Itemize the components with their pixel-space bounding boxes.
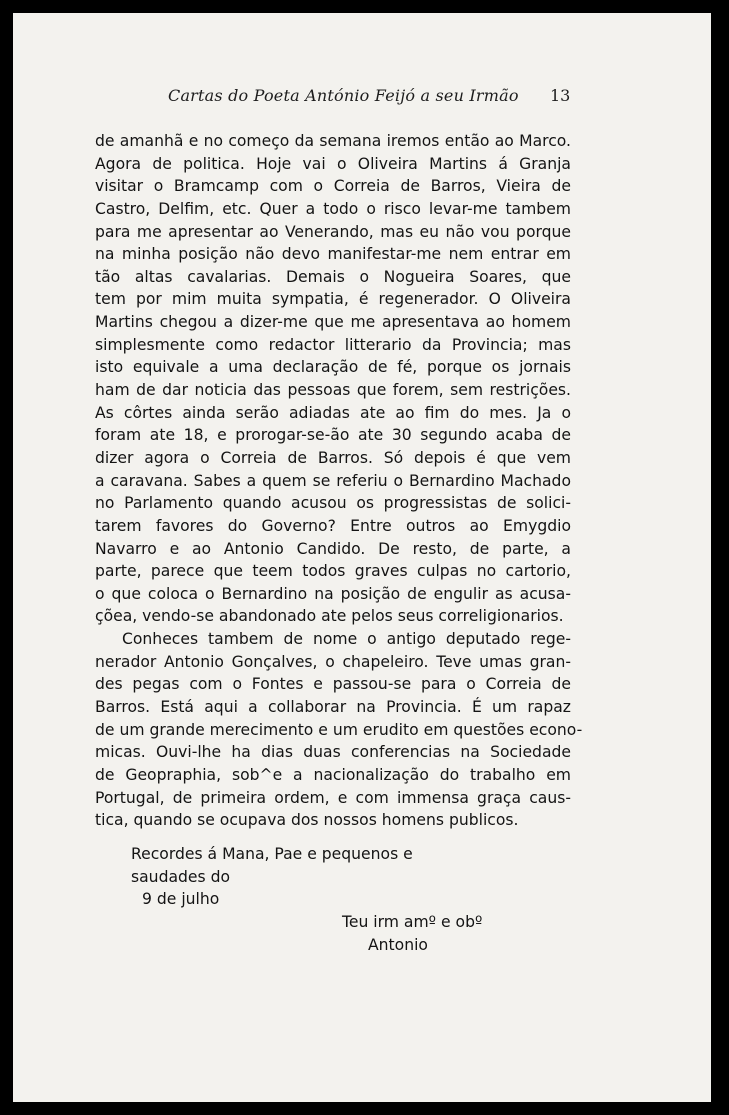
page-header [13, 86, 711, 116]
text-line: Castro, Delfim, etc. Quer a todo o risco levar-me tambem [95, 199, 571, 218]
text-line: Barros. Está aqui a collaborar na Provincia. É um rapaz [95, 698, 571, 717]
signature-name: Antonio [368, 935, 428, 954]
page-number: 13 [550, 86, 571, 105]
text-line: çõea, vendo-se abandonado ate pelos seus correligionarios. [95, 607, 564, 626]
letter-closing [131, 843, 413, 911]
text-line: tem por mim muita sympatia, é regenerador. O Oliveira [95, 290, 571, 309]
text-line: visitar o Bramcamp com o Correia de Barros, Vieira de [95, 177, 571, 196]
text-line: isto equivale a uma declaração de fé, porque os jornais [95, 358, 571, 377]
text-line: de Geopraphia, sob^e a nacionalização do trabalho em [95, 765, 571, 784]
text-line: para me apresentar ao Venerando, mas eu não vou porque [95, 222, 571, 241]
text-line: Conheces tambem de nome o antigo deputado rege- [122, 630, 571, 649]
text-line: parte, parece que teem todos graves culpas no cartorio, [95, 562, 571, 581]
letter-signature [342, 911, 482, 956]
text-line: no Parlamento quando acusou os progressistas de solici- [95, 494, 571, 513]
closing-line: Recordes á Mana, Pae e pequenos e [131, 845, 413, 863]
text-line: de um grande merecimento e um erudito em questões econo- [95, 720, 583, 739]
letter-date: 9 de julho [142, 890, 220, 908]
text-line: foram ate 18, e prorogar-se-ão ate 30 segundo acaba de [95, 426, 571, 445]
text-line: Portugal, de primeira ordem, e com immensa graça caus- [95, 788, 571, 807]
book-page [13, 13, 711, 1102]
text-line: nerador Antonio Gonçalves, o chapeleiro. Teve umas gran- [95, 652, 571, 671]
text-line: tarem favores do Governo? Entre outros ao Emygdio [95, 516, 571, 535]
running-title: Cartas do Poeta António Feijó a seu Irmão [168, 86, 519, 105]
text-line: Martins chegou a dizer-me que me apresentava ao homem [95, 313, 571, 332]
text-line: micas. Ouvi-lhe ha dias duas conferencias na Sociedade [95, 743, 571, 762]
text-line: ham de dar noticia das pessoas que forem, sem restrições. [95, 381, 571, 400]
text-line: des pegas com o Fontes e passou-se para o Correia de [95, 675, 571, 694]
text-line: a caravana. Sabes a quem se referiu o Bernardino Machado [95, 471, 571, 490]
text-line: tão altas cavalarias. Demais o Nogueira Soares, que [95, 267, 571, 286]
text-line: dizer agora o Correia de Barros. Só depois é que vem [95, 448, 571, 467]
text-line: tica, quando se ocupava dos nossos homens publicos. [95, 811, 519, 830]
text-line: simplesmente como redactor litterario da Provincia; mas [95, 335, 571, 354]
text-line: na minha posição não devo manifestar-me nem entrar em [95, 245, 571, 264]
text-line: Agora de politica. Hoje vai o Oliveira Martins á Granja [95, 154, 571, 173]
text-line: Navarro e ao Antonio Candido. De resto, de parte, a [95, 539, 571, 558]
text-line: As côrtes ainda serão adiadas ate ao fim do mes. Ja o [95, 403, 571, 422]
text-line: de amanhã e no começo da semana iremos então ao Marco. [95, 132, 571, 150]
letter-body [95, 130, 583, 832]
text-line: o que coloca o Bernardino na posição de engulir as acusa- [95, 584, 571, 603]
signature-salutation: Teu irm amº e obº [342, 913, 483, 931]
closing-line: saudades do [131, 867, 231, 886]
